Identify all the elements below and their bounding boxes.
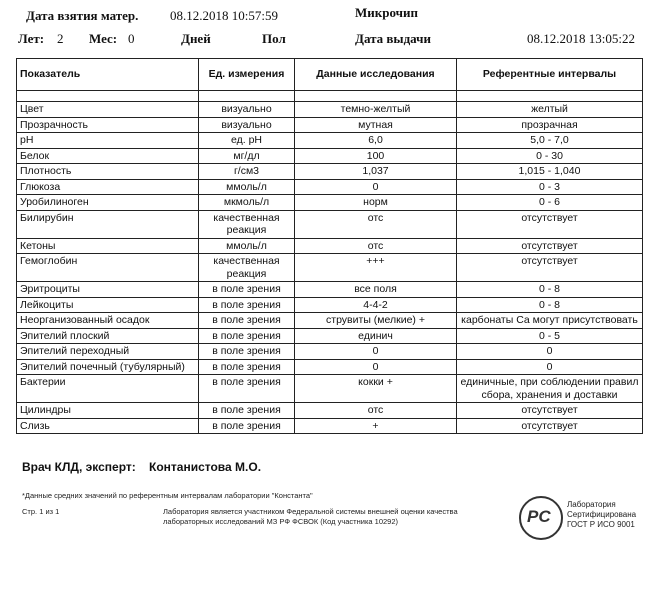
row-value-cell: +++ — [295, 254, 457, 282]
row-name-cell: Цилиндры — [17, 403, 199, 419]
table-header-row — [17, 59, 643, 91]
row-value-cell: кокки + — [295, 375, 457, 403]
row-ref-cell: 1,015 - 1,040 — [457, 164, 643, 180]
row-name-cell: Билирубин — [17, 210, 199, 238]
lab-notice-line2: лабораторных исследований МЗ РФ ФСВОК (Код участника 10292) — [163, 517, 399, 526]
row-unit-cell: качественная реакция — [199, 210, 295, 238]
row-value-cell: 0 — [295, 359, 457, 375]
sex-label: Пол — [262, 31, 286, 46]
table-row — [17, 210, 643, 238]
row-unit-cell: в поле зрения — [199, 375, 295, 403]
row-unit-cell: в поле зрения — [199, 359, 295, 375]
row-name-cell: Неорганизованный осадок — [17, 313, 199, 329]
table-row — [17, 238, 643, 254]
row-unit-cell: в поле зрения — [199, 297, 295, 313]
column-header: Данные исследования — [295, 59, 457, 91]
row-unit-cell: ммоль/л — [199, 179, 295, 195]
row-name-cell: Кетоны — [17, 238, 199, 254]
lab-notice-line1: Лаборатория является участником Федеральной системы внешней оценки качества — [163, 507, 458, 516]
row-name-cell: Слизь — [17, 418, 199, 434]
row-name-cell: Гемоглобин — [17, 254, 199, 282]
cert-line1: Лаборатория — [567, 500, 616, 509]
column-header: Показатель — [17, 59, 199, 91]
row-value-cell: мутная — [295, 117, 457, 133]
row-value-cell: норм — [295, 195, 457, 211]
table-row — [17, 254, 643, 282]
row-ref-cell: желтый — [457, 102, 643, 118]
cert-line3: ГОСТ Р ИСО 9001 — [567, 520, 635, 529]
row-value-cell: 6,0 — [295, 133, 457, 149]
age-years-label: Лет: — [18, 31, 45, 46]
column-header: Референтные интервалы — [457, 59, 643, 91]
row-value-cell: 100 — [295, 148, 457, 164]
row-unit-cell: ед. pH — [199, 133, 295, 149]
table-row — [17, 282, 643, 298]
row-value-cell: все поля — [295, 282, 457, 298]
row-ref-cell: 0 - 3 — [457, 179, 643, 195]
table-row — [17, 328, 643, 344]
sample-date-value: 08.12.2018 10:57:59 — [170, 8, 278, 23]
column-header: Ед. измерения — [199, 59, 295, 91]
row-ref-cell: отсутствует — [457, 254, 643, 282]
footnote: *Данные средних значений по референтным интервалам лаборатории "Константа" — [22, 491, 313, 500]
row-unit-cell: в поле зрения — [199, 418, 295, 434]
row-unit-cell: в поле зрения — [199, 328, 295, 344]
row-name-cell: Прозрачность — [17, 117, 199, 133]
row-ref-cell: 0 — [457, 359, 643, 375]
signature-role: Врач КЛД, эксперт: — [22, 460, 136, 474]
cert-line2: Сертифицирована — [567, 510, 637, 519]
certification-logo-text: РС — [527, 507, 551, 526]
row-name-cell: Белок — [17, 148, 199, 164]
age-days-label: Дней — [181, 31, 211, 46]
row-value-cell: 1,037 — [295, 164, 457, 180]
row-ref-cell: 0 - 6 — [457, 195, 643, 211]
row-ref-cell: отсутствует — [457, 418, 643, 434]
table-row — [17, 359, 643, 375]
results-table — [16, 58, 643, 434]
table-row — [17, 375, 643, 403]
sample-date-label: Дата взятия матер. — [26, 8, 139, 23]
age-months-value: 0 — [128, 31, 135, 46]
page-label: Стр. 1 из 1 — [22, 507, 60, 516]
table-row — [17, 344, 643, 360]
row-unit-cell: в поле зрения — [199, 282, 295, 298]
row-ref-cell: 0 - 30 — [457, 148, 643, 164]
row-unit-cell: в поле зрения — [199, 403, 295, 419]
table-row — [17, 313, 643, 329]
row-value-cell: единич — [295, 328, 457, 344]
row-value-cell: 0 — [295, 179, 457, 195]
row-name-cell: Цвет — [17, 102, 199, 118]
table-row — [17, 195, 643, 211]
row-name-cell: Бактерии — [17, 375, 199, 403]
row-unit-cell: мкмоль/л — [199, 195, 295, 211]
row-name-cell: Уробилиноген — [17, 195, 199, 211]
row-unit-cell: в поле зрения — [199, 313, 295, 329]
row-ref-cell: единичные, при соблюдении правил сбора, хранения и доставки — [457, 375, 643, 403]
row-name-cell: Эпителий почечный (тубулярный) — [17, 359, 199, 375]
row-unit-cell: визуально — [199, 117, 295, 133]
row-value-cell: темно-желтый — [295, 102, 457, 118]
row-ref-cell: 0 - 5 — [457, 328, 643, 344]
table-row — [17, 102, 643, 118]
row-name-cell: pH — [17, 133, 199, 149]
row-ref-cell: 0 - 8 — [457, 297, 643, 313]
row-unit-cell: ммоль/л — [199, 238, 295, 254]
row-name-cell: Лейкоциты — [17, 297, 199, 313]
table-row — [17, 164, 643, 180]
age-months-label: Мес: — [89, 31, 118, 46]
row-name-cell: Плотность — [17, 164, 199, 180]
lab-name: Микрочип — [355, 5, 418, 20]
signature-name: Контанистова М.О. — [149, 460, 262, 474]
row-ref-cell: отсутствует — [457, 238, 643, 254]
table-row — [17, 179, 643, 195]
table-row — [17, 297, 643, 313]
row-value-cell: отс — [295, 238, 457, 254]
row-name-cell: Эпителий плоский — [17, 328, 199, 344]
row-ref-cell: отсутствует — [457, 210, 643, 238]
row-value-cell: отс — [295, 403, 457, 419]
row-value-cell: + — [295, 418, 457, 434]
issue-date-label: Дата выдачи — [355, 31, 431, 46]
row-value-cell: 4-4-2 — [295, 297, 457, 313]
row-value-cell: отс — [295, 210, 457, 238]
row-unit-cell: в поле зрения — [199, 344, 295, 360]
row-ref-cell: прозрачная — [457, 117, 643, 133]
row-unit-cell: визуально — [199, 102, 295, 118]
row-unit-cell: г/см3 — [199, 164, 295, 180]
table-row — [17, 133, 643, 149]
table-row — [17, 117, 643, 133]
certification-logo — [519, 496, 563, 540]
row-ref-cell: 0 — [457, 344, 643, 360]
row-ref-cell: 0 - 8 — [457, 282, 643, 298]
row-name-cell: Эритроциты — [17, 282, 199, 298]
table-row — [17, 418, 643, 434]
row-ref-cell: 5,0 - 7,0 — [457, 133, 643, 149]
row-value-cell: струвиты (мелкие) + — [295, 313, 457, 329]
row-name-cell: Эпителий переходный — [17, 344, 199, 360]
row-unit-cell: мг/дл — [199, 148, 295, 164]
row-ref-cell: отсутствует — [457, 403, 643, 419]
row-ref-cell: карбонаты Са могут присутствовать — [457, 313, 643, 329]
row-unit-cell: качественная реакция — [199, 254, 295, 282]
row-name-cell: Глюкоза — [17, 179, 199, 195]
spacer-row — [17, 91, 643, 102]
table-row — [17, 148, 643, 164]
age-years-value: 2 — [57, 31, 64, 46]
row-value-cell: 0 — [295, 344, 457, 360]
issue-date-value: 08.12.2018 13:05:22 — [527, 31, 635, 46]
table-row — [17, 403, 643, 419]
